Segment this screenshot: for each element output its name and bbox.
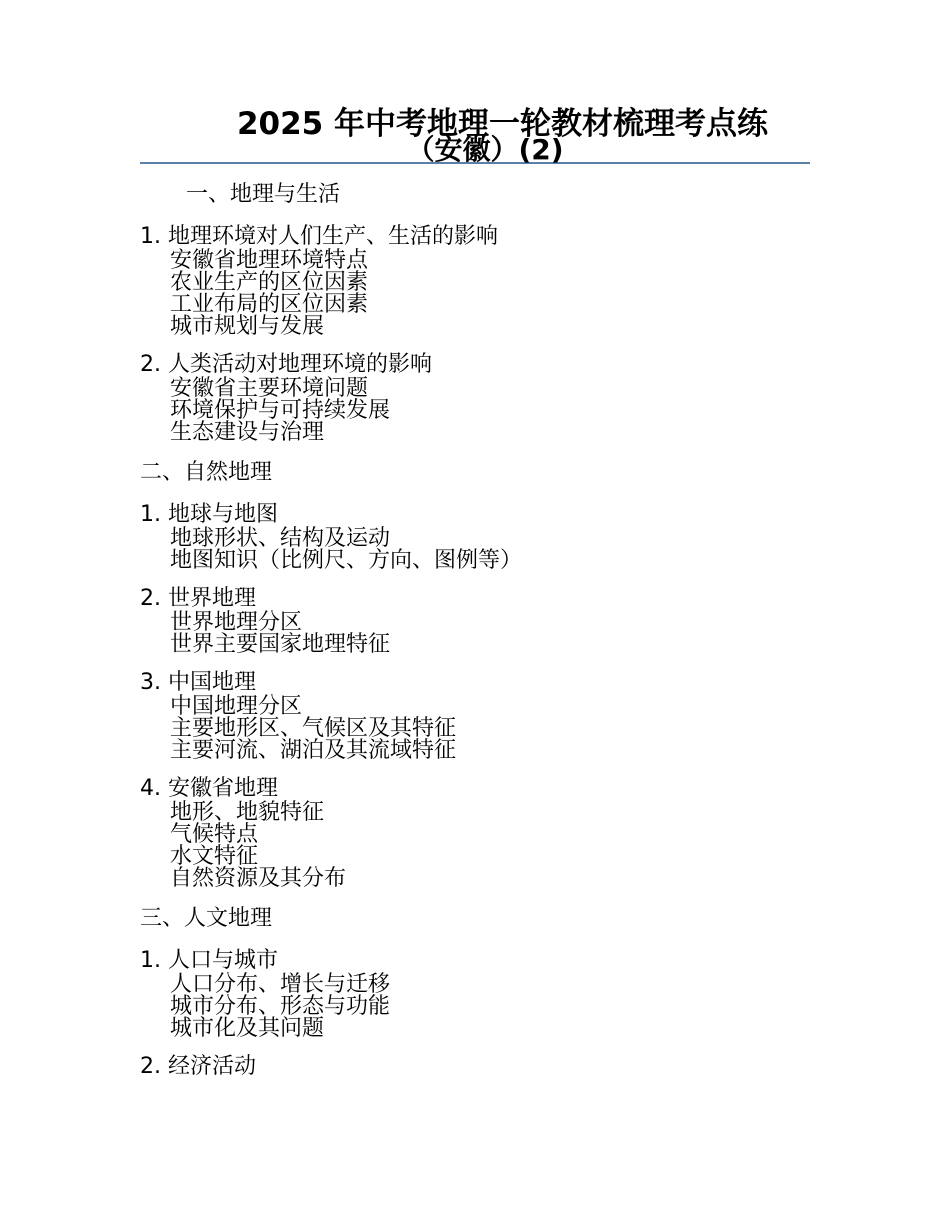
section-heading: 三、人文地理 (140, 906, 273, 931)
topic (140, 948, 810, 1040)
topic-title: 3. 中国地理 (140, 670, 256, 695)
topic-title: 4. 安徽省地理 (140, 776, 278, 801)
topic-title: 2. 人类活动对地理环境的影响 (140, 352, 432, 377)
topic-title: 2. 经济活动 (140, 1054, 256, 1079)
outline (140, 180, 810, 1094)
topic-item: 中国地理分区 (170, 694, 303, 719)
topic-title: 1. 地理环境对人们生产、生活的影响 (140, 224, 498, 249)
topic-item: 地图知识（比例尺、方向、图例等） (170, 548, 523, 573)
topic-item: 世界地理分区 (170, 610, 303, 635)
topic-item: 主要河流、湖泊及其流域特征 (170, 738, 457, 763)
topic (140, 352, 810, 444)
topic (140, 586, 810, 656)
document-title (140, 104, 810, 164)
topic-item: 地球形状、结构及运动 (170, 526, 391, 551)
title-main: 2025 年中考地理一轮教材梳理考点练 (236, 106, 769, 142)
topic (140, 224, 810, 338)
topic-item: 地形、地貌特征 (170, 800, 325, 825)
topic-item: 生态建设与治理 (170, 420, 325, 445)
topic-item: 世界主要国家地理特征 (170, 632, 391, 657)
topic (140, 502, 810, 572)
topic-item: 安徽省主要环境问题 (170, 376, 369, 401)
topic-title: 1. 地球与地图 (140, 502, 278, 527)
section-heading: 二、自然地理 (140, 460, 273, 485)
topic-item: 气候特点 (170, 822, 259, 847)
topic-item: 人口分布、增长与迁移 (170, 972, 391, 997)
topic (140, 670, 810, 762)
topic (140, 1054, 810, 1080)
topic-item: 自然资源及其分布 (170, 866, 347, 891)
topic (140, 776, 810, 890)
topic-title: 1. 人口与城市 (140, 948, 278, 973)
title-sub: （安徽）(2) (406, 133, 564, 166)
topic-item: 农业生产的区位因素 (170, 270, 369, 295)
topic-item: 城市分布、形态与功能 (170, 994, 391, 1019)
topic-title: 2. 世界地理 (140, 586, 256, 611)
topic-item: 工业布局的区位因素 (170, 292, 369, 317)
section-heading: 一、地理与生活 (186, 182, 341, 207)
topic-item: 城市规划与发展 (170, 314, 325, 339)
topic-item: 主要地形区、气候区及其特征 (170, 716, 457, 741)
topic-item: 安徽省地理环境特点 (170, 248, 369, 273)
topic-item: 水文特征 (170, 844, 259, 869)
topic-item: 环境保护与可持续发展 (170, 398, 391, 423)
topic-item: 城市化及其问题 (170, 1016, 325, 1041)
